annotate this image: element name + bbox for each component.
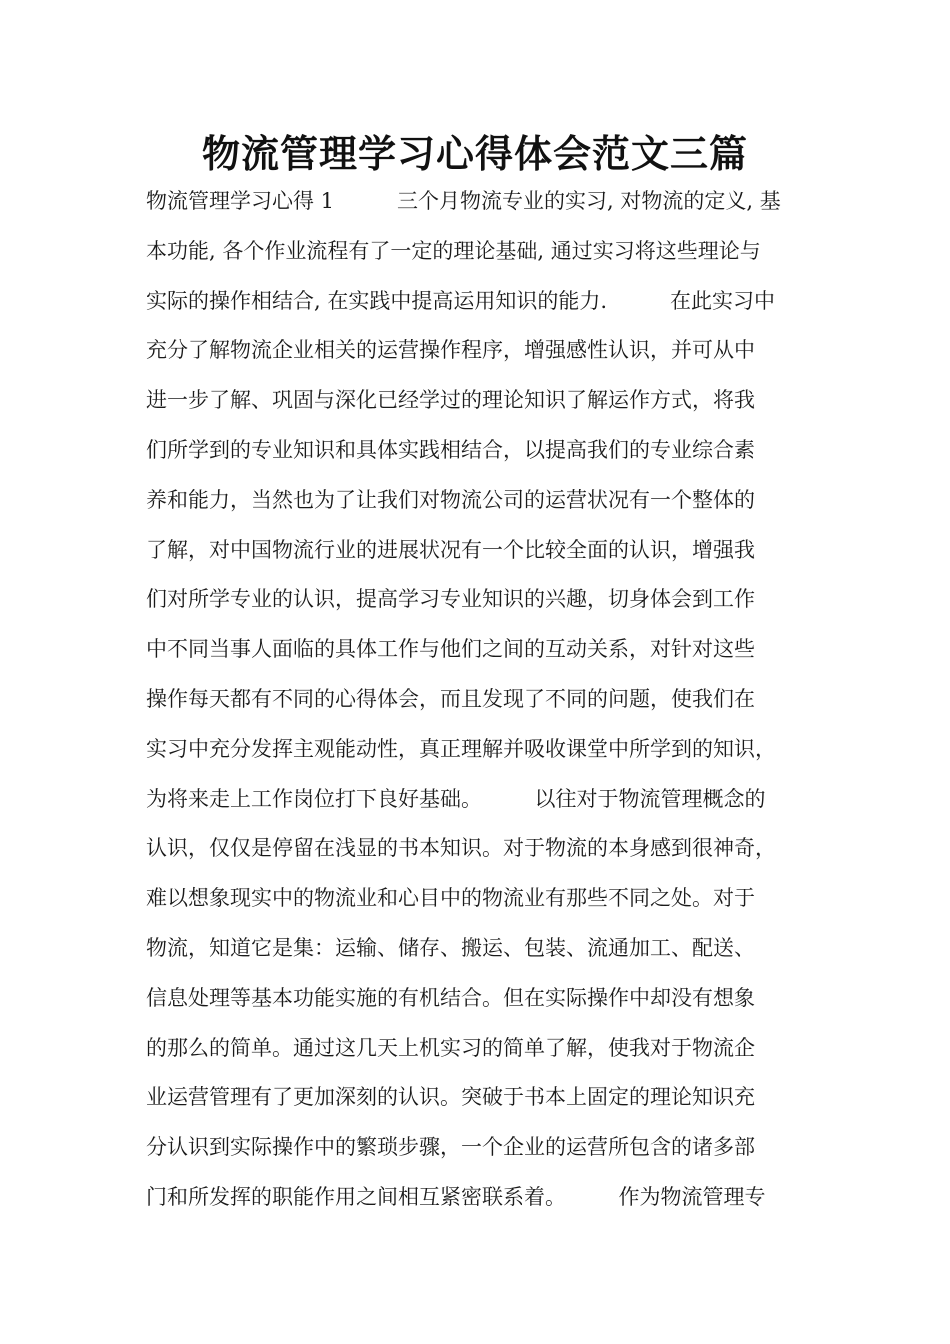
body-line: 进一步了解、巩固与深化已经学过的理论知识了解运作方式，将我 [146,388,755,413]
body-line: 难以想象现实中的物流业和心目中的物流业有那些不同之处。对于 [146,886,755,911]
document-body [146,180,826,1226]
body-line: 物流，知道它是集：运输、储存、搬运、包装、流通加工、配送、 [146,935,755,960]
document-title: 物流管理学习心得体会范文三篇 [201,132,748,176]
body-line: 们对所学专业的认识，提高学习专业知识的兴趣，切身体会到工作 [146,587,755,612]
body-line: 本功能, 各个作业流程有了一定的理论基础, 通过实习将这些理论与 [146,238,761,263]
body-line: 业运营管理有了更加深刻的认识。突破于书本上固定的理论知识充 [146,1085,755,1110]
body-line: 实际的操作相结合, 在实践中提高运用知识的能力. 在此实习中 [146,288,776,313]
body-line: 门和所发挥的职能作用之间相互紧密联系着。 作为物流管理专 [146,1184,766,1209]
body-line: 操作每天都有不同的心得体会，而且发现了不同的问题，使我们在 [146,686,755,711]
body-line: 信息处理等基本功能实施的有机结合。但在实际操作中却没有想象 [146,985,755,1010]
body-line: 为将来走上工作岗位打下良好基础。 以往对于物流管理概念的 [146,786,766,811]
body-line: 分认识到实际操作中的繁琐步骤，一个企业的运营所包含的诸多部 [146,1135,755,1160]
body-line: 了解，对中国物流行业的进展状况有一个比较全面的认识，增强我 [146,537,755,562]
body-line: 养和能力，当然也为了让我们对物流公司的运营状况有一个整体的 [146,487,755,512]
body-line: 们所学到的专业知识和具体实践相结合，以提高我们的专业综合素 [146,437,755,462]
body-line: 充分了解物流企业相关的运营操作程序，增强感性认识，并可从中 [146,338,755,363]
body-line: 认识，仅仅是停留在浅显的书本知识。对于物流的本身感到很神奇， [146,836,776,861]
body-line: 中不同当事人面临的具体工作与他们之间的互动关系，对针对这些 [146,637,755,662]
body-line: 的那么的简单。通过这几天上机实习的简单了解，使我对于物流企 [146,1035,755,1060]
body-line: 物流管理学习心得 1 三个月物流专业的实习, 对物流的定义, 基 [146,189,781,213]
body-line: 实习中充分发挥主观能动性，真正理解并吸收课堂中所学到的知识， [146,736,776,761]
